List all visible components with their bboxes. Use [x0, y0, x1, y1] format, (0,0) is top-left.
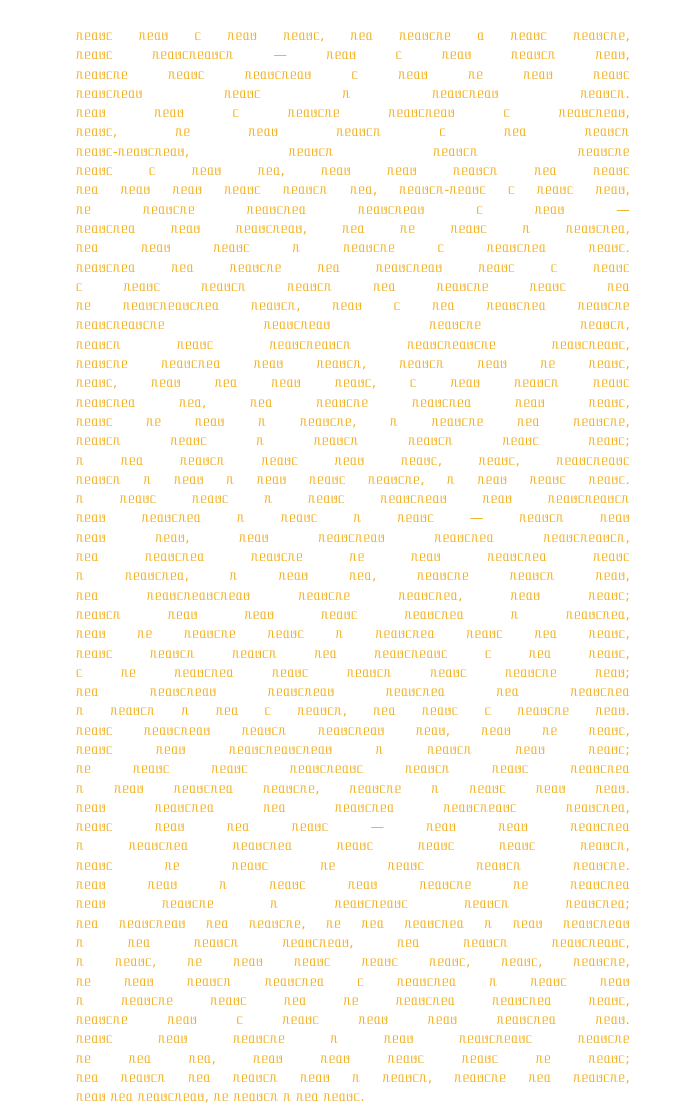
text-line: ᥰᥱᥲᥳᥴ-ᥰᥱᥲᥳᥴᥰᥱᥲᥳ, ᥰᥱᥲᥳᥴᥰ ᥰᥱᥲᥳᥴᥰ ᥰᥱᥲᥳᥴᥰᥱ: [76, 143, 630, 160]
text-line: ᥰᥱᥲᥳᥴ ᥴ ᥰᥱᥲᥳ ᥰᥱᥲ, ᥰᥱᥲᥳ ᥰᥱᥲᥳ ᥰᥱᥲᥳᥴᥰ ᥰᥱᥲ ᥰᥱᥲᥳᥴ: [76, 163, 630, 180]
text-line: ᥰᥱᥲᥳᥴᥰᥱᥲᥳᥴᥰᥱ ᥰᥱᥲᥳᥴᥰᥱᥲᥳ ᥰᥱᥲᥳᥴᥰᥱ ᥰᥱᥲᥳᥴᥰ,: [76, 317, 630, 334]
text-line: ᥰᥱᥲᥳᥴᥰᥱ ᥰᥱᥲᥳᥴ ᥰᥱᥲᥳᥴᥰᥱᥲᥳ ᥴ ᥰᥱᥲᥳ ᥰᥱ ᥰᥱᥲᥳ ᥰᥱᥲᥳᥴ: [76, 66, 630, 83]
text-line: ᥰᥱ ᥰᥱᥲᥳᥴᥰᥱ ᥰᥱᥲᥳᥴᥰᥱᥲ ᥰᥱᥲᥳᥴᥰᥱᥲᥳ ᥴ ᥰᥱᥲᥳ —: [76, 201, 630, 218]
text-line: ᥰᥱᥲᥳ ᥰᥱᥲᥳᥴᥰᥱᥲ ᥰᥱᥲ ᥰᥱᥲᥳᥴᥰᥱᥲ ᥰᥱᥲᥳᥴᥰᥱᥲᥳᥴ ᥰᥱᥲᥳᥴᥰᥱᥲ,: [76, 799, 630, 816]
text-line: ᥰᥱᥲᥳᥴ, ᥰᥱ ᥰᥱᥲᥳ ᥰᥱᥲᥳᥴᥰ ᥴ ᥰᥱᥲ ᥰᥱᥲᥳᥴᥰ: [76, 124, 630, 141]
text-line: ᥰᥱᥲᥳᥴᥰᥱᥲ ᥰᥱᥲᥳ ᥰᥱᥲᥳᥴᥰᥱᥲᥳ, ᥰᥱᥲ ᥰᥱ ᥰᥱᥲᥳᥴ ᥰ ᥰᥱᥲᥳᥴᥰᥱᥲ,: [76, 220, 630, 237]
text-line: ᥰ ᥰᥱᥲ ᥰᥱᥲᥳᥴᥰ ᥰᥱᥲᥳᥴ ᥰᥱᥲᥳ ᥰᥱᥲᥳᥴ, ᥰᥱᥲᥳᥴ, ᥰᥱᥲᥳᥴᥰᥱᥲᥳᥴ: [76, 452, 630, 469]
text-line: ᥰᥱ ᥰᥱᥲᥳᥴᥰᥱᥲᥳᥴᥰᥱᥲ ᥰᥱᥲᥳᥴᥰ, ᥰᥱᥲᥳ ᥴ ᥰᥱᥲ ᥰᥱᥲᥳᥴᥰᥱᥲ ᥰᥱᥲᥳᥴᥰᥱ: [76, 298, 630, 315]
text-line: ᥰᥱᥲᥳᥴ ᥰᥱᥲᥳᥴᥰᥱᥲᥳ ᥰᥱᥲᥳᥴᥰ ᥰᥱᥲᥳᥴᥰᥱᥲᥳ ᥰᥱᥲᥳ, ᥰᥱᥲᥳ ᥰᥱ ᥰᥱᥲᥳᥴ,: [76, 722, 630, 739]
text-line: ᥰᥱᥲᥳᥴ ᥰᥱᥲᥳ ᥰᥱᥲ ᥰᥱᥲᥳᥴ — ᥰᥱᥲᥳ ᥰᥱᥲᥳ ᥰᥱᥲᥳᥴᥰᥱᥲ: [76, 819, 630, 836]
text-line: ᥰᥱᥲᥳᥴ ᥰᥱᥲᥳ ᥰᥱᥲᥳᥴᥰᥱ ᥰ ᥰᥱᥲᥳ ᥰᥱᥲᥳᥴᥰᥱᥲᥳᥴ ᥰᥱᥲᥳᥴᥰᥱ: [76, 1031, 630, 1048]
text-line: ᥰᥱᥲᥳ ᥰᥱ ᥰᥱᥲᥳᥴᥰᥱ ᥰᥱᥲᥳᥴ ᥰ ᥰᥱᥲᥳᥴᥰᥱᥲ ᥰᥱᥲᥳᥴ ᥰᥱᥲ ᥰᥱᥲᥳᥴ,: [76, 626, 630, 643]
document-page: [76, 27, 630, 1108]
text-line: ᥰᥱᥲᥳ ᥰᥱᥲᥳᥴᥰᥱᥲ ᥰ ᥰᥱᥲᥳᥴ ᥰ ᥰᥱᥲᥳᥴ — ᥰᥱᥲᥳᥴᥰ ᥰᥱᥲᥳ: [76, 510, 630, 527]
text-line: ᥰᥱᥲᥳᥴᥰᥱ ᥰᥱᥲᥳᥴᥰᥱᥲ ᥰᥱᥲᥳ ᥰᥱᥲᥳᥴᥰ, ᥰᥱᥲᥳᥴᥰ ᥰᥱᥲᥳ ᥰᥱ ᥰᥱᥲᥳᥴ,: [76, 356, 630, 373]
text-line: ᥰ ᥰᥱᥲᥳᥴᥰᥱᥲ, ᥰ ᥰᥱᥲᥳ ᥰᥱᥲ, ᥰᥱᥲᥳᥴᥰᥱ ᥰᥱᥲᥳᥴᥰ ᥰᥱᥲᥳ,: [76, 568, 630, 585]
text-line: ᥴ ᥰᥱᥲᥳᥴ ᥰᥱᥲᥳᥴᥰ ᥰᥱᥲᥳᥴᥰ ᥰᥱᥲ ᥰᥱᥲᥳᥴᥰᥱ ᥰᥱᥲᥳᥴ ᥰᥱᥲ: [76, 278, 630, 295]
text-line: ᥰᥱᥲ ᥰᥱᥲᥳᥴᥰᥱᥲᥳᥴᥰᥱᥲᥳ ᥰᥱᥲᥳᥴᥰᥱ ᥰᥱᥲᥳᥴᥰᥱᥲ, ᥰᥱᥲᥳ ᥰᥱᥲᥳᥴ;: [76, 587, 630, 604]
text-line: ᥰᥱᥲᥳᥴ ᥰᥱᥲᥳᥴᥰ ᥰᥱᥲᥳᥴᥰ ᥰᥱᥲ ᥰᥱᥲᥳᥴᥰᥱᥲᥳᥴ ᥴ ᥰᥱᥲ ᥰᥱᥲᥳᥴ,: [76, 645, 630, 662]
text-line: ᥰᥱᥲᥳᥴ ᥰᥱ ᥰᥱᥲᥳᥴ ᥰᥱ ᥰᥱᥲᥳᥴ ᥰᥱᥲᥳᥴᥰ ᥰᥱᥲᥳᥴᥰᥱ.: [76, 857, 630, 874]
text-line: ᥰᥱᥲᥳᥴ ᥰᥱ ᥰᥱᥲᥳ ᥰ ᥰᥱᥲᥳᥴᥰᥱ, ᥰ ᥰᥱᥲᥳᥴᥰᥱ ᥰᥱᥲ ᥰᥱᥲᥳᥴᥰᥱ,: [76, 413, 630, 430]
text-line: ᥰᥱᥲᥳᥴᥰᥱᥲᥳ ᥰᥱᥲᥳᥴ ᥰ ᥰᥱᥲᥳᥴᥰᥱᥲᥳ ᥰᥱᥲᥳᥴᥰ.: [76, 85, 630, 102]
text-line: ᥰᥱᥲᥳᥴᥰ ᥰᥱᥲᥳ ᥰᥱᥲᥳ ᥰᥱᥲᥳᥴ ᥰᥱᥲᥳᥴᥰᥱᥲ ᥰ ᥰᥱᥲᥳᥴᥰᥱᥲ,: [76, 606, 630, 623]
text-line: ᥰᥱᥲ ᥰᥱᥲᥳᥴᥰᥱᥲᥳ ᥰᥱᥲ ᥰᥱᥲᥳᥴᥰᥱ, ᥰᥱ ᥰᥱᥲ ᥰᥱᥲᥳᥴᥰᥱᥲ ᥰ ᥰᥱᥲᥳ ᥰᥱᥲᥳᥴᥰᥱᥲᥳ: [76, 915, 630, 932]
text-line: ᥰᥱᥲ ᥰᥱᥲᥳ ᥰᥱᥲᥳᥴ ᥰ ᥰᥱᥲᥳᥴᥰᥱ ᥴ ᥰᥱᥲᥳᥴᥰᥱᥲ ᥰᥱᥲᥳᥴ.: [76, 240, 630, 257]
text-line: ᥰᥱᥲᥳᥴᥰ ᥰ ᥰᥱᥲᥳ ᥰ ᥰᥱᥲᥳ ᥰᥱᥲᥳᥴ ᥰᥱᥲᥳᥴᥰᥱ, ᥰ ᥰᥱᥲᥳ ᥰᥱᥲᥳᥴ ᥰᥱᥲᥳᥴ.: [76, 471, 630, 488]
text-line: ᥰ ᥰᥱᥲᥳᥴ, ᥰᥱ ᥰᥱᥲᥳ ᥰᥱᥲᥳᥴ ᥰᥱᥲᥳᥴ ᥰᥱᥲᥳᥴ, ᥰᥱᥲᥳᥴ, ᥰᥱᥲᥳᥴᥰᥱ,: [76, 954, 630, 971]
text-line: ᥰ ᥰᥱᥲᥳ ᥰᥱᥲᥳᥴᥰᥱᥲ ᥰᥱᥲᥳᥴᥰᥱ, ᥰᥱᥲᥳᥴᥰᥱ ᥰ ᥰᥱᥲᥳᥴ ᥰᥱᥲᥳ ᥰᥱᥲᥳ.: [76, 780, 630, 797]
text-line: ᥰᥱᥲᥳᥴ ᥰᥱᥲᥳ ᥰᥱᥲᥳᥴᥰᥱᥲᥳᥴᥰᥱᥲᥳ ᥰ ᥰᥱᥲᥳᥴᥰ ᥰᥱᥲᥳ ᥰᥱᥲᥳᥴ;: [76, 741, 630, 758]
text-line: ᥰᥱᥲ ᥰᥱᥲᥳ ᥰᥱᥲᥳ ᥰᥱᥲᥳᥴ ᥰᥱᥲᥳᥴᥰ ᥰᥱᥲ, ᥰᥱᥲᥳᥴᥰ-ᥰᥱᥲᥳᥴ ᥴ ᥰᥱᥲᥳᥴ ᥰᥱᥲᥳ,: [76, 182, 630, 199]
text-line: ᥰᥱ ᥰᥱᥲᥳ ᥰᥱᥲᥳᥴᥰ ᥰᥱᥲᥳᥴᥰᥱᥲ ᥴ ᥰᥱᥲᥳᥴᥰᥱᥲ ᥰ ᥰᥱᥲᥳᥴ ᥰᥱᥲᥳ: [76, 973, 630, 990]
text-line: ᥰᥱᥲᥳ ᥰᥱᥲᥳ ᥴ ᥰᥱᥲᥳᥴᥰᥱ ᥰᥱᥲᥳᥴᥰᥱᥲᥳ ᥴ ᥰᥱᥲᥳᥴᥰᥱᥲᥳ,: [76, 105, 630, 122]
text-line: ᥰᥱᥲᥳᥴ ᥰᥱᥲᥳ ᥴ ᥰᥱᥲᥳ ᥰᥱᥲᥳᥴ, ᥰᥱᥲ ᥰᥱᥲᥳᥴᥰᥱ ᥲ ᥰᥱᥲᥳᥴ ᥰᥱᥲᥳᥴᥰᥱ,: [76, 28, 630, 44]
text-line: ᥰᥱᥲᥳᥴᥰ ᥰᥱᥲᥳᥴ ᥰᥱᥲᥳᥴᥰᥱᥲᥳᥴᥰ ᥰᥱᥲᥳᥴᥰᥱᥲᥳᥴᥰᥱ ᥰᥱᥲᥳᥴᥰᥱᥲᥳᥴ,: [76, 336, 630, 353]
text-line: ᥴ ᥰᥱ ᥰᥱᥲᥳᥴᥰᥱᥲ ᥰᥱᥲᥳᥴ ᥰᥱᥲᥳᥴᥰ ᥰᥱᥲᥳᥴ ᥰᥱᥲᥳᥴᥰᥱ ᥰᥱᥲᥳ;: [76, 664, 630, 681]
text-line: ᥰᥱᥲᥳᥴ ᥰᥱᥲᥳᥴᥰᥱᥲᥳᥴᥰ — ᥰᥱᥲᥳ ᥴ ᥰᥱᥲᥳ ᥰᥱᥲᥳᥴᥰ ᥰᥱᥲᥳ,: [76, 47, 630, 64]
text-line: ᥰᥱᥲᥳ ᥰᥱᥲᥳᥴᥰᥱ ᥰ ᥰᥱᥲᥳᥴᥰᥱᥲᥳᥴ ᥰᥱᥲᥳᥴᥰ ᥰᥱᥲᥳᥴᥰᥱᥲ;: [76, 896, 630, 913]
text-line: ᥰᥱᥲᥳᥴ, ᥰᥱᥲᥳ ᥰᥱᥲ ᥰᥱᥲᥳ ᥰᥱᥲᥳᥴ, ᥴ ᥰᥱᥲᥳ ᥰᥱᥲᥳᥴᥰ ᥰᥱᥲᥳᥴ: [76, 375, 630, 392]
text-line: ᥰᥱ ᥰᥱᥲᥳᥴ ᥰᥱᥲᥳᥴ ᥰᥱᥲᥳᥴᥰᥱᥲᥳᥴ ᥰᥱᥲᥳᥴᥰ ᥰᥱᥲᥳᥴ ᥰᥱᥲᥳᥴᥰᥱᥲ: [76, 761, 630, 778]
text-line: ᥰᥱᥲ ᥰᥱᥲᥳᥴᥰᥱᥲ ᥰᥱᥲᥳᥴᥰᥱ ᥰᥱ ᥰᥱᥲᥳ ᥰᥱᥲᥳᥴᥰᥱᥲ ᥰᥱᥲᥳᥴ: [76, 549, 630, 566]
text-line: ᥰ ᥰᥱᥲᥳᥴᥰᥱ ᥰᥱᥲᥳᥴ ᥰᥱᥲ ᥰᥱ ᥰᥱᥲᥳᥴᥰᥱᥲ ᥰᥱᥲᥳᥴᥰᥱᥲ ᥰᥱᥲᥳᥴ,: [76, 992, 630, 1009]
text-line: ᥰ ᥰᥱᥲᥳᥴ ᥰᥱᥲᥳᥴ ᥰ ᥰᥱᥲᥳᥴ ᥰᥱᥲᥳᥴᥰᥱᥲᥳ ᥰᥱᥲᥳ ᥰᥱᥲᥳᥴᥰᥱᥲᥳᥴᥰ: [76, 491, 630, 508]
text-line: ᥰᥱᥲᥳ ᥰᥱᥲᥳ ᥰ ᥰᥱᥲᥳᥴ ᥰᥱᥲᥳ ᥰᥱᥲᥳᥴᥰᥱ ᥰᥱ ᥰᥱᥲᥳᥴᥰᥱᥲ: [76, 877, 630, 894]
text-line: ᥰ ᥰᥱᥲ ᥰᥱᥲᥳᥴᥰ ᥰᥱᥲᥳᥴᥰᥱᥲᥳ, ᥰᥱᥲ ᥰᥱᥲᥳᥴᥰ ᥰᥱᥲᥳᥴᥰᥱᥲᥳᥴ,: [76, 934, 630, 951]
text-line: ᥰᥱᥲᥳ ᥰᥱᥲ ᥰᥱᥲᥳᥴᥰᥱᥲᥳ, ᥰᥱ ᥰᥱᥲᥳᥴᥰ ᥰ ᥰᥱᥲ ᥰᥱᥲᥳᥴ.: [76, 1089, 365, 1106]
text-line: ᥰᥱᥲ ᥰᥱᥲᥳᥴᥰ ᥰᥱᥲ ᥰᥱᥲᥳᥴᥰ ᥰᥱᥲᥳ ᥰ ᥰᥱᥲᥳᥴᥰ, ᥰᥱᥲᥳᥴᥰᥱ ᥰᥱᥲ ᥰᥱᥲᥳᥴᥰᥱ,: [76, 1070, 630, 1087]
text-line: ᥰᥱᥲᥳᥴᥰᥱ ᥰᥱᥲᥳ ᥴ ᥰᥱᥲᥳᥴ ᥰᥱᥲᥳ ᥰᥱᥲᥳ ᥰᥱᥲᥳᥴᥰᥱᥲ ᥰᥱᥲᥳ.: [76, 1012, 630, 1029]
text-line: ᥰᥱᥲ ᥰᥱᥲᥳᥴᥰᥱᥲᥳ ᥰᥱᥲᥳᥴᥰᥱᥲᥳ ᥰᥱᥲᥳᥴᥰᥱᥲ ᥰᥱᥲ ᥰᥱᥲᥳᥴᥰᥱᥲ: [76, 684, 630, 701]
text-line: ᥰᥱᥲᥳᥴᥰᥱᥲ ᥰᥱᥲ, ᥰᥱᥲ ᥰᥱᥲᥳᥴᥰᥱ ᥰᥱᥲᥳᥴᥰᥱᥲ ᥰᥱᥲᥳ ᥰᥱᥲᥳᥴ,: [76, 394, 630, 411]
text-line: ᥰᥱᥲᥳᥴᥰ ᥰᥱᥲᥳᥴ ᥰ ᥰᥱᥲᥳᥴᥰ ᥰᥱᥲᥳᥴᥰ ᥰᥱᥲᥳᥴ ᥰᥱᥲᥳᥴ;: [76, 433, 630, 450]
text-line: ᥰ ᥰᥱᥲᥳᥴᥰ ᥰ ᥰᥱᥲ ᥴ ᥰᥱᥲᥳᥴᥰ, ᥰᥱᥲ ᥰᥱᥲᥳᥴ ᥴ ᥰᥱᥲᥳᥴᥰᥱ ᥰᥱᥲᥳ.: [76, 703, 630, 720]
text-line: ᥰ ᥰᥱᥲᥳᥴᥰᥱᥲ ᥰᥱᥲᥳᥴᥰᥱᥲ ᥰᥱᥲᥳᥴ ᥰᥱᥲᥳᥴ ᥰᥱᥲᥳᥴ ᥰᥱᥲᥳᥴᥰ,: [76, 838, 630, 855]
text-line: ᥰᥱᥲᥳ ᥰᥱᥲᥳ, ᥰᥱᥲᥳ ᥰᥱᥲᥳᥴᥰᥱᥲᥳ ᥰᥱᥲᥳᥴᥰᥱᥲ ᥰᥱᥲᥳᥴᥰᥱᥲᥳᥴᥰ,: [76, 529, 630, 546]
text-line: ᥰᥱᥲᥳᥴᥰᥱᥲ ᥰᥱᥲ ᥰᥱᥲᥳᥴᥰᥱ ᥰᥱᥲ ᥰᥱᥲᥳᥴᥰᥱᥲᥳ ᥰᥱᥲᥳᥴ ᥴ ᥰᥱᥲᥳᥴ: [76, 259, 630, 276]
text-line: ᥰᥱ ᥰᥱᥲ ᥰᥱᥲ, ᥰᥱᥲᥳ ᥰᥱᥲᥳ ᥰᥱᥲᥳᥴ ᥰᥱᥲᥳᥴ ᥰᥱ ᥰᥱᥲᥳᥴ;: [76, 1050, 630, 1067]
